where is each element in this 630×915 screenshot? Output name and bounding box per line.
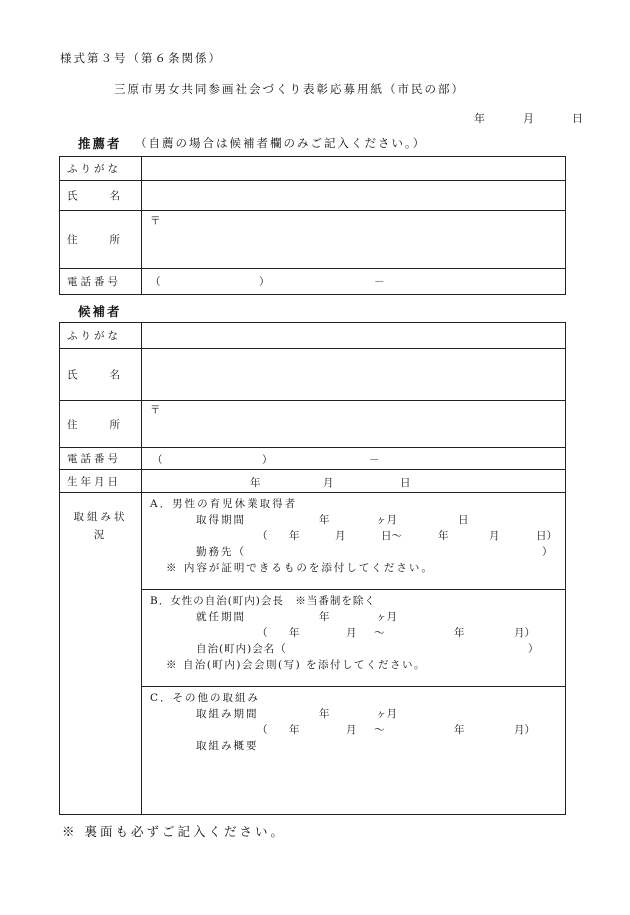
section-b-note: ※ 自治(町内)会会則(写) を添付してください。 xyxy=(166,659,427,671)
section-c-range-m2: 月） xyxy=(514,724,535,736)
recommender-furigana-field[interactable] xyxy=(142,157,566,181)
section-a-days: 日 xyxy=(458,514,469,526)
candidate-heading: 候補者 xyxy=(78,304,122,319)
activity-label: 取組み状 況 xyxy=(60,493,142,815)
phone-open: （ xyxy=(150,276,161,288)
furigana-label: ふりがな xyxy=(60,157,142,181)
recommender-name-field[interactable] xyxy=(142,181,566,211)
date-month: 月 xyxy=(523,112,534,125)
section-b-period-label: 就任期間 xyxy=(196,611,246,623)
section-c-summary: 取組み概要 xyxy=(196,740,259,752)
section-b-range-sep: ～ xyxy=(374,627,385,639)
candidate-address-field[interactable] xyxy=(142,401,566,448)
section-c-period-label: 取組み期間 xyxy=(196,708,259,720)
section-a-range-m1: 月 xyxy=(335,530,346,542)
phone-label: 電話番号 xyxy=(60,269,142,295)
section-b-assoc: 自治(町内)会名（ xyxy=(196,643,287,655)
recommender-heading: 推薦者 xyxy=(78,136,122,151)
date-day: 日 xyxy=(572,112,583,125)
section-b-year: 年 xyxy=(319,611,330,623)
section-c-months: ヶ月 xyxy=(376,708,397,720)
candidate-furigana-field[interactable] xyxy=(142,323,566,349)
address-label: 住 所 xyxy=(60,401,142,448)
section-b-range-m2: 月） xyxy=(514,627,535,639)
birth-month: 月 xyxy=(323,477,334,489)
section-c-range-sep: ～ xyxy=(374,724,385,736)
phone-dash: － xyxy=(369,454,380,466)
footer-note: ※ 裏面も必ずご記入ください。 xyxy=(62,824,286,839)
section-a-range-open: （ xyxy=(257,530,268,542)
section-c[interactable] xyxy=(142,687,566,815)
address-label: 住 所 xyxy=(60,211,142,269)
candidate-phone-field[interactable] xyxy=(142,448,566,470)
section-b-range-y2: 年 xyxy=(454,627,465,639)
section-b-title: B．女性の自治(町内)会長 ※当番制を除く xyxy=(150,595,376,607)
recommender-phone-field[interactable] xyxy=(142,269,566,295)
section-b-range-m1: 月 xyxy=(346,627,357,639)
postal-mark: 〒 xyxy=(150,215,161,227)
furigana-label: ふりがな xyxy=(60,323,142,349)
section-a[interactable] xyxy=(142,493,566,590)
section-a-range-d2: 日） xyxy=(536,530,557,542)
candidate-table xyxy=(59,322,566,815)
section-b-months: ヶ月 xyxy=(376,611,397,623)
section-a-range-d1: 日～ xyxy=(381,530,402,542)
name-label: 氏 名 xyxy=(60,349,142,401)
postal-mark: 〒 xyxy=(150,404,161,416)
section-a-workplace: 勤務先（ xyxy=(196,546,246,558)
section-c-range-y2: 年 xyxy=(454,724,465,736)
section-c-year: 年 xyxy=(319,708,330,720)
form-title: 三原市男女共同参画社会づくり表彰応募用紙（市民の部） xyxy=(114,82,465,96)
recommender-address-field[interactable] xyxy=(142,211,566,269)
phone-close: ） xyxy=(259,276,270,288)
section-c-title: C．その他の取組み xyxy=(150,692,261,704)
section-a-period-label: 取得期間 xyxy=(196,514,246,526)
recommender-note: （自薦の場合は候補者欄のみご記入ください。） xyxy=(135,136,427,150)
section-a-year: 年 xyxy=(319,514,330,526)
birth-label: 生年月日 xyxy=(60,470,142,493)
section-c-range-open: （ xyxy=(257,724,268,736)
section-b-range-open: （ xyxy=(257,627,268,639)
candidate-name-field[interactable] xyxy=(142,349,566,401)
birth-year: 年 xyxy=(250,477,261,489)
candidate-birth-field[interactable] xyxy=(142,470,566,493)
phone-close: ） xyxy=(262,454,273,466)
section-c-range-m1: 月 xyxy=(346,724,357,736)
section-b-assoc-close: ） xyxy=(528,643,539,655)
phone-label: 電話番号 xyxy=(60,448,142,470)
phone-open: （ xyxy=(152,454,163,466)
section-a-months: ヶ月 xyxy=(376,514,397,526)
name-label: 氏 名 xyxy=(60,181,142,211)
section-b-range-y1: 年 xyxy=(289,627,300,639)
section-a-workplace-close: ） xyxy=(542,546,553,558)
date-year: 年 xyxy=(474,112,485,125)
section-a-range-m2: 月 xyxy=(489,530,500,542)
section-b[interactable] xyxy=(142,590,566,687)
recommender-table xyxy=(59,156,566,295)
section-a-note: ※ 内容が証明できるものを添付してください。 xyxy=(166,562,434,574)
birth-day: 日 xyxy=(400,477,411,489)
form-number: 様式第３号（第６条関係） xyxy=(60,51,222,65)
section-c-range-y1: 年 xyxy=(289,724,300,736)
section-a-title: A．男性の育児休業取得者 xyxy=(150,498,298,510)
section-a-range-y1: 年 xyxy=(289,530,300,542)
phone-dash: － xyxy=(374,276,385,288)
section-a-range-y2: 年 xyxy=(438,530,449,542)
